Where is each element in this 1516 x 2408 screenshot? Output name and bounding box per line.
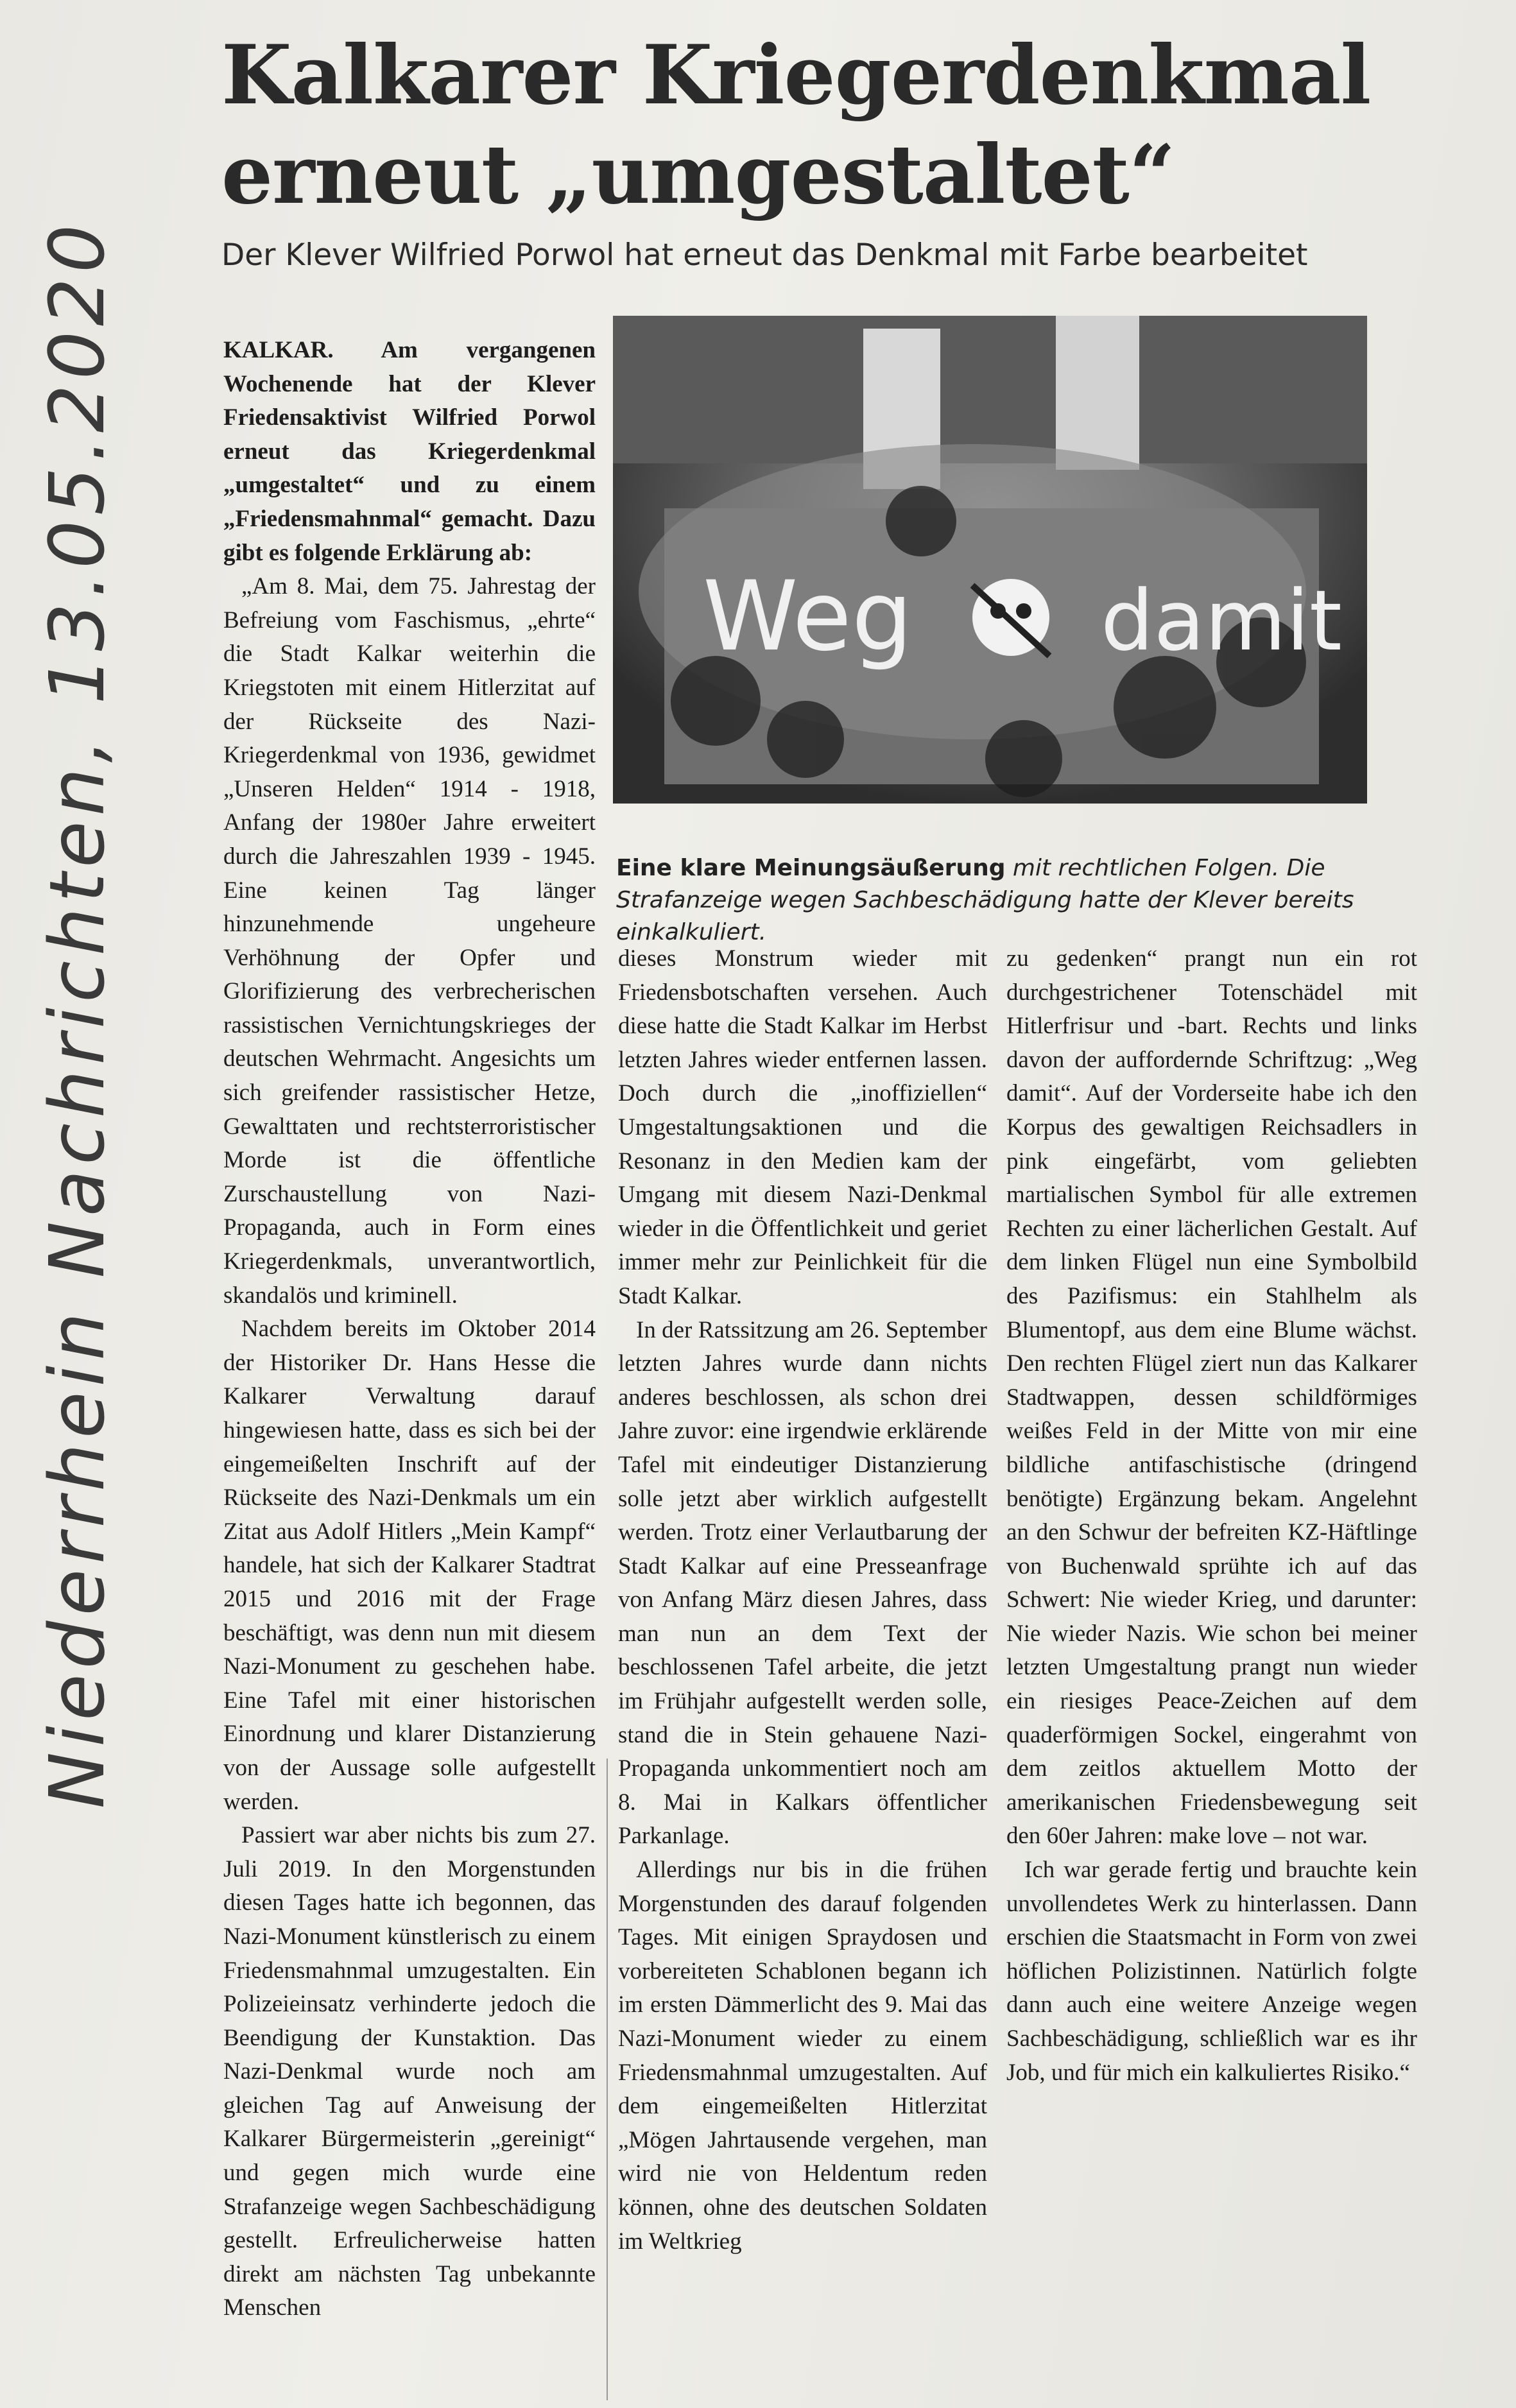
headline-line-1: Kalkarer Kriegerdenkmal xyxy=(221,28,1371,123)
graffiti-weg: Weg xyxy=(703,561,913,673)
memorial-photo xyxy=(613,316,1367,804)
article-lead-paragraph: KALKAR. Am vergangenen Wochenende hat der Klever Friedensaktivist Wilfried Porwol erneut das Kriegerdenkmal „umgestaltet“ und zu einem „Friedensmahnmal“ gemacht. Dazu gibt es folgende Erklärung ab: xyxy=(223,337,596,566)
subheadline: Der Klever Wilfried Porwol hat erneut das Denkmal mit Farbe bearbeitet xyxy=(221,237,1308,273)
handwritten-source-note: Niederrhein Nachrichten, 13.05.2020 xyxy=(33,219,122,1809)
article-paragraph: In der Ratssitzung am 26. September letzten Jahres wurde dann nichts anderes beschlossen, als schon drei Jahre zuvor: eine irgendwie erklärende Tafel mit eindeutiger Distanzierung solle jetzt aber wirklich aufgestellt werden. Trotz einer Verlautbarung der Stadt Kalkar auf eine Presseanfrage von Anfang März diesen Jahres, dass man nun an dem Text der beschlossenen Tafel arbeite, die jetzt im Frühjahr aufgestellt werden solle, stand die in Stein gehauene Nazi-Propaganda unkommentiert noch am 8. Mai in Kalkars öffentlicher Parkanlage. xyxy=(618,1316,987,1850)
photo-caption xyxy=(616,852,1370,949)
article-paragraph: Passiert war aber nichts bis zum 27. Juli 2019. In den Morgenstunden diesen Tages hatte ich begonnen, das Nazi-Monument künstlerisch zu einem Friedensmahnmal umzugestalten. Ein Polizeieinsatz verhinderte jedoch die Beendigung der Kunstaktion. Das Nazi-Denkmal wurde noch am gleichen Tag auf Anweisung der Kalkarer Bürgermeisterin „gereinigt“ und gegen mich wurde eine Strafanzeige wegen Sachbeschädigung gestellt. Erfreulicherweise hatten direkt am nächsten Tag unbekannte Menschen xyxy=(223,1822,596,2321)
article-paragraph: Nachdem bereits im Oktober 2014 der Historiker Dr. Hans Hesse die Kalkarer Verwaltung darauf hingewiesen hatte, dass es sich bei der eingemeißelten Inschrift auf der Rückseite des Nazi-Denkmals um ein Zitat aus Adolf Hitlers „Mein Kampf“ handele, hat sich der Kalkarer Stadtrat 2015 und 2016 mit der Frage beschäftigt, was denn nun mit diesem Nazi-Monument zu geschehen habe. Eine Tafel mit einer historischen Einordnung und klarer Distanzierung von der Aussage solle aufgestellt werden. xyxy=(223,1316,596,1815)
article-column-2 xyxy=(618,942,987,2258)
graffiti-damit: damit xyxy=(1101,572,1342,669)
article-paragraph: Ich war gerade fertig und brauchte kein unvollendetes Werk zu hinterlassen. Dann erschien die Staatsmacht in Form von zwei höflichen Polizistinnen. Natürlich folgte dann auch eine weitere Anzeige wegen Sachbeschädigung, schließlich war es ihr Job, und für mich ein kalkuliertes Risiko.“ xyxy=(1006,1857,1417,2086)
article-paragraph: Allerdings nur bis in die frühen Morgenstunden des darauf folgenden Tages. Mit einigen Spraydosen und vorbereiteten Schablonen begann ich im ersten Dämmerlicht des 9. Mai das Nazi-Monument wieder zu einem Friedensmahnmal umzugestalten. Auf dem eingemeißelten Hitlerzitat „Mögen Jahrtausende vergehen, man wird nie von Heldentum reden können, ohne des deutschen Soldaten im Weltkrieg xyxy=(618,1857,987,2255)
article-paragraph: dieses Monstrum wieder mit Friedensbotschaften versehen. Auch diese hatte die Stadt Kalkar im Herbst letzten Jahres wieder entfernen lassen. Doch durch die „inoffiziellen“ Umgestaltungsaktionen und die Resonanz in den Medien kam der Umgang mit diesem Nazi-Denkmal wieder in die Öffentlichkeit und geriet immer mehr zur Peinlichkeit für die Stadt Kalkar. xyxy=(618,945,987,1309)
article-paragraph: „Am 8. Mai, dem 75. Jahrestag der Befreiung vom Faschismus, „ehrte“ die Stadt Kalkar weiterhin die Kriegstoten mit einem Hitlerzitat auf der Rückseite des Nazi-Kriegerdenkmal von 1936, gewidmet „Unseren Helden“ 1914 - 1918, Anfang der 1980er Jahre erweitert durch die Jahreszahlen 1939 - 1945. Eine keinen Tag länger hinzunehmende ungeheure Verhöhnung der Opfer und Glorifizierung des verbrecherischen rassistischen Vernichtungskrieges der deutschen Wehrmacht. Angesichts um sich greifender rassistischer Hetze, Gewalttaten und rechtsterroristischer Morde ist die öffentliche Zurschaustellung von Nazi-Propaganda, auch in Form eines Kriegerdenkmals, unverantwortlich, skandalös und kriminell. xyxy=(223,573,596,1309)
column-divider xyxy=(607,1759,608,2400)
headline-line-2: erneut „umgestaltet“ xyxy=(221,127,1175,222)
caption-text: mit rechtlichen Folgen. Die Strafanzeige wegen Sachbeschädigung hatte der Klever bereits einkalkuliert. xyxy=(616,855,1354,945)
memorial-photo-graphic xyxy=(613,316,1367,804)
article-column-1 xyxy=(223,334,596,2325)
headline xyxy=(221,26,1441,225)
caption-bold: Eine klare Meinungsäußerung xyxy=(616,855,1006,881)
article-paragraph: zu gedenken“ prangt nun ein rot durchgestrichener Totenschädel mit Hitlerfrisur und -bart. Rechts und links davon der auffordernde Schriftzug: „Weg damit“. Auf der Vorderseite habe ich den Korpus des gewaltigen Reichsadlers in pink eingefärbt, vom geliebten martialischen Symbol für alle extremen Rechten zu einer lächerlichen Gestalt. Auf dem linken Flügel nun eine Symbolbild des Pazifismus: ein Stahlhelm als Blumentopf, aus dem eine Blume wächst. Den rechten Flügel ziert nun das Kalkarer Stadtwappen, dessen schildförmiges weißes Feld in der Mitte von mir eine bildliche antifaschistische (dringend benötigte) Ergänzung bekam. Angelehnt an den Schwur der befreiten KZ-Häftlinge von Buchenwald sprühte ich auf das Schwert: Nie wieder Krieg, und darunter: Nie wieder Nazis. Wie schon bei meiner letzten Umgestaltung prangt nun wieder ein riesiges Peace-Zeichen auf dem quaderförmigen Sockel, eingerahmt von dem zeitlos aktuellem Motto der amerikanischen Friedensbewegung seit den 60er Jahren: make love – not war. xyxy=(1006,945,1417,1850)
article-column-3 xyxy=(1006,942,1417,2090)
